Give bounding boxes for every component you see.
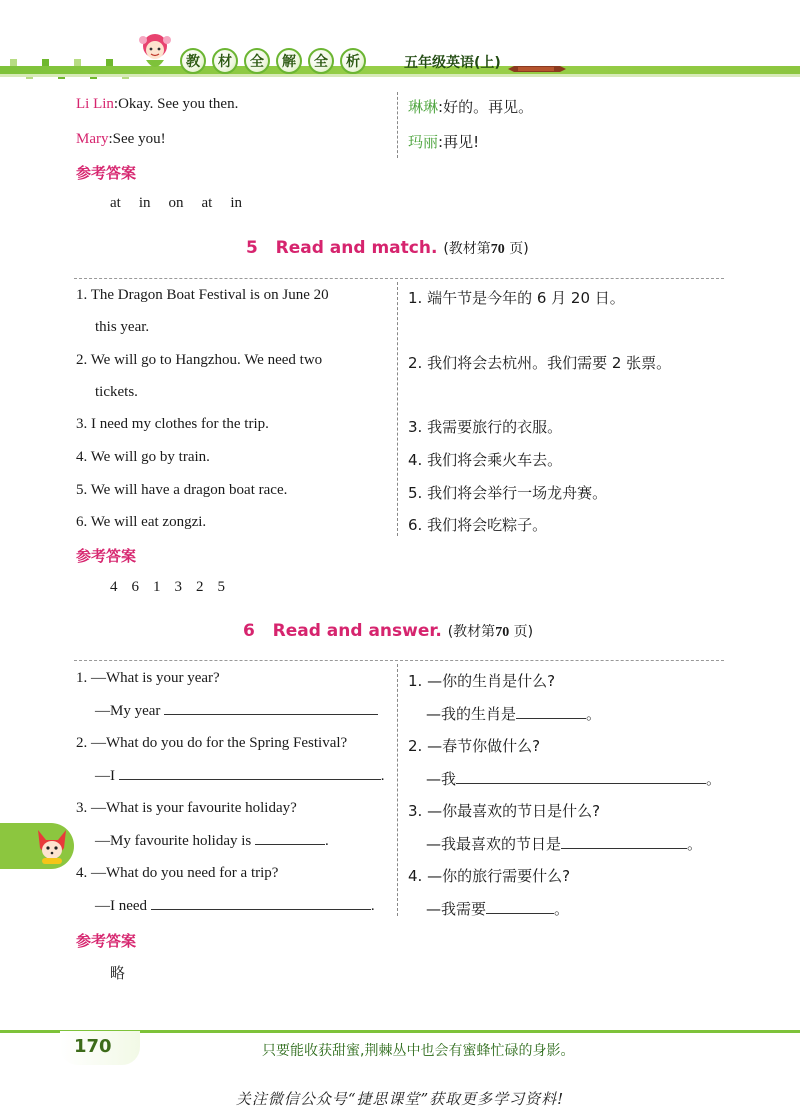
question-zh: 4. —你的旅行需要什么? <box>408 867 571 885</box>
title-char: 材 <box>212 48 238 74</box>
dialogue-zh-line: 玛丽:再见! <box>408 133 480 151</box>
dialogue-zh-line: 琳琳:好的。再见。 <box>408 98 534 116</box>
mascot-girl-icon <box>132 30 178 74</box>
dialogue-text: 好的。再见。 <box>443 98 534 116</box>
answer-label: 参考答案 <box>76 932 137 950</box>
answer-line-en: —I . <box>95 768 385 784</box>
fill-blank[interactable] <box>561 848 687 849</box>
question-en: 2. —What do you do for the Spring Festival? <box>76 735 348 751</box>
table-top-rule <box>74 278 724 279</box>
title-char: 解 <box>276 48 302 74</box>
answer-line-en: —I need . <box>95 898 375 914</box>
fill-blank[interactable] <box>164 714 378 715</box>
section-number: 6 <box>243 621 255 641</box>
title-char: 析 <box>340 48 366 74</box>
answer-line-zh: —我 。 <box>426 770 722 788</box>
fill-blank[interactable] <box>516 718 586 719</box>
question-en: 1. —What is your year? <box>76 670 220 686</box>
section-title: Read and match. <box>275 238 438 258</box>
answer-item: 6 <box>131 579 139 595</box>
side-tab <box>0 823 74 869</box>
speaker-name: Mary <box>76 131 109 147</box>
answer-item: in <box>138 195 151 211</box>
page-number: 170 <box>74 1036 112 1057</box>
match-row-en: 2. We will go to Hangzhou. We need two <box>76 352 323 368</box>
match-row-zh: 3. 我需要旅行的衣服。 <box>408 418 563 436</box>
dialogue-text: 再见! <box>443 133 480 151</box>
speaker-name: 玛丽 <box>408 133 439 151</box>
book-title <box>180 48 366 74</box>
answer-item: 4 <box>110 579 118 595</box>
page-header <box>0 0 800 92</box>
match-row-en: 6. We will eat zongzi. <box>76 514 207 530</box>
answer-list <box>110 195 260 212</box>
dialogue-text: See you! <box>112 131 166 147</box>
match-row-zh: 1. 端午节是今年的 6 月 20 日。 <box>408 289 625 307</box>
speaker-name: Li Lin <box>76 96 114 112</box>
fill-blank[interactable] <box>456 783 706 784</box>
answer-line-en: —My favourite holiday is . <box>95 833 329 849</box>
question-zh: 3. —你最喜欢的节日是什么? <box>408 802 601 820</box>
question-zh: 2. —春节你做什么? <box>408 737 541 755</box>
answer-line-zh: —我需要 。 <box>426 900 570 918</box>
handwritten-note: 关注微信公众号“捷思课堂”获取更多学习资料! <box>235 1090 565 1108</box>
column-divider <box>397 92 398 158</box>
answer-item: at <box>110 195 121 211</box>
answer-list <box>110 579 243 596</box>
column-divider <box>397 282 398 536</box>
match-row-en: 3. I need my clothes for the trip. <box>76 416 269 432</box>
answer-text: 略 <box>110 964 126 982</box>
match-row-en: 4. We will go by train. <box>76 449 210 465</box>
section-5-heading <box>246 238 529 258</box>
footer-motto: 只要能收获甜蜜,荆棘丛中也会有蜜蜂忙碌的身影。 <box>262 1043 575 1059</box>
question-zh: 1. —你的生肖是什么? <box>408 672 556 690</box>
section-6-heading <box>243 621 533 641</box>
pen-icon <box>508 64 566 74</box>
match-row-zh: 6. 我们将会吃粽子。 <box>408 516 548 534</box>
match-row-en: 5. We will have a dragon boat race. <box>76 482 288 498</box>
match-row-zh: 2. 我们将会去杭州。我们需要 2 张票。 <box>408 354 672 372</box>
answer-line-zh: —我的生肖是 。 <box>426 705 602 723</box>
fox-mascot-icon <box>34 826 70 866</box>
match-row-en-cont: tickets. <box>95 384 138 400</box>
answer-line-en: —My year <box>95 703 395 720</box>
fill-blank[interactable] <box>151 909 371 910</box>
grade-label: 五年级英语(上) <box>404 55 501 71</box>
question-en: 3. —What is your favourite holiday? <box>76 800 297 816</box>
answer-item: 2 <box>196 579 204 595</box>
answer-item: 1 <box>153 579 161 595</box>
match-row-en: 1. The Dragon Boat Festival is on June 20 <box>76 287 329 303</box>
title-char: 教 <box>180 48 206 74</box>
answer-label: 参考答案 <box>76 547 137 565</box>
column-divider <box>397 664 398 916</box>
textbook-page-note: (教材第70 页) <box>443 241 529 257</box>
dialogue-en-line: Mary:See you! <box>76 131 166 147</box>
answer-label: 参考答案 <box>76 164 137 182</box>
answer-line-zh: —我最喜欢的节日是 。 <box>426 835 703 853</box>
answer-item: on <box>168 195 184 211</box>
title-char: 全 <box>244 48 270 74</box>
section-title: Read and answer. <box>272 621 442 641</box>
header-green-bar-light <box>0 74 800 77</box>
match-row-en-cont: this year. <box>95 319 150 335</box>
header-green-bar <box>0 66 800 74</box>
speaker-name: 琳琳 <box>408 98 439 116</box>
dialogue-text: Okay. See you then. <box>118 96 239 112</box>
answer-item: at <box>201 195 213 211</box>
table-top-rule <box>74 660 724 661</box>
question-en: 4. —What do you need for a trip? <box>76 865 279 881</box>
title-char: 全 <box>308 48 334 74</box>
fill-blank[interactable] <box>255 844 325 845</box>
answer-item: in <box>230 195 242 211</box>
fill-blank[interactable] <box>119 779 381 780</box>
answer-item: 3 <box>174 579 182 595</box>
section-number: 5 <box>246 238 258 258</box>
fill-blank[interactable] <box>486 913 554 914</box>
textbook-page-note: (教材第70 页) <box>447 624 534 640</box>
match-row-zh: 5. 我们将会举行一场龙舟赛。 <box>408 484 608 502</box>
dialogue-en-line: Li Lin:Okay. See you then. <box>76 96 239 112</box>
match-row-zh: 4. 我们将会乘火车去。 <box>408 451 563 469</box>
answer-item: 5 <box>217 579 225 595</box>
